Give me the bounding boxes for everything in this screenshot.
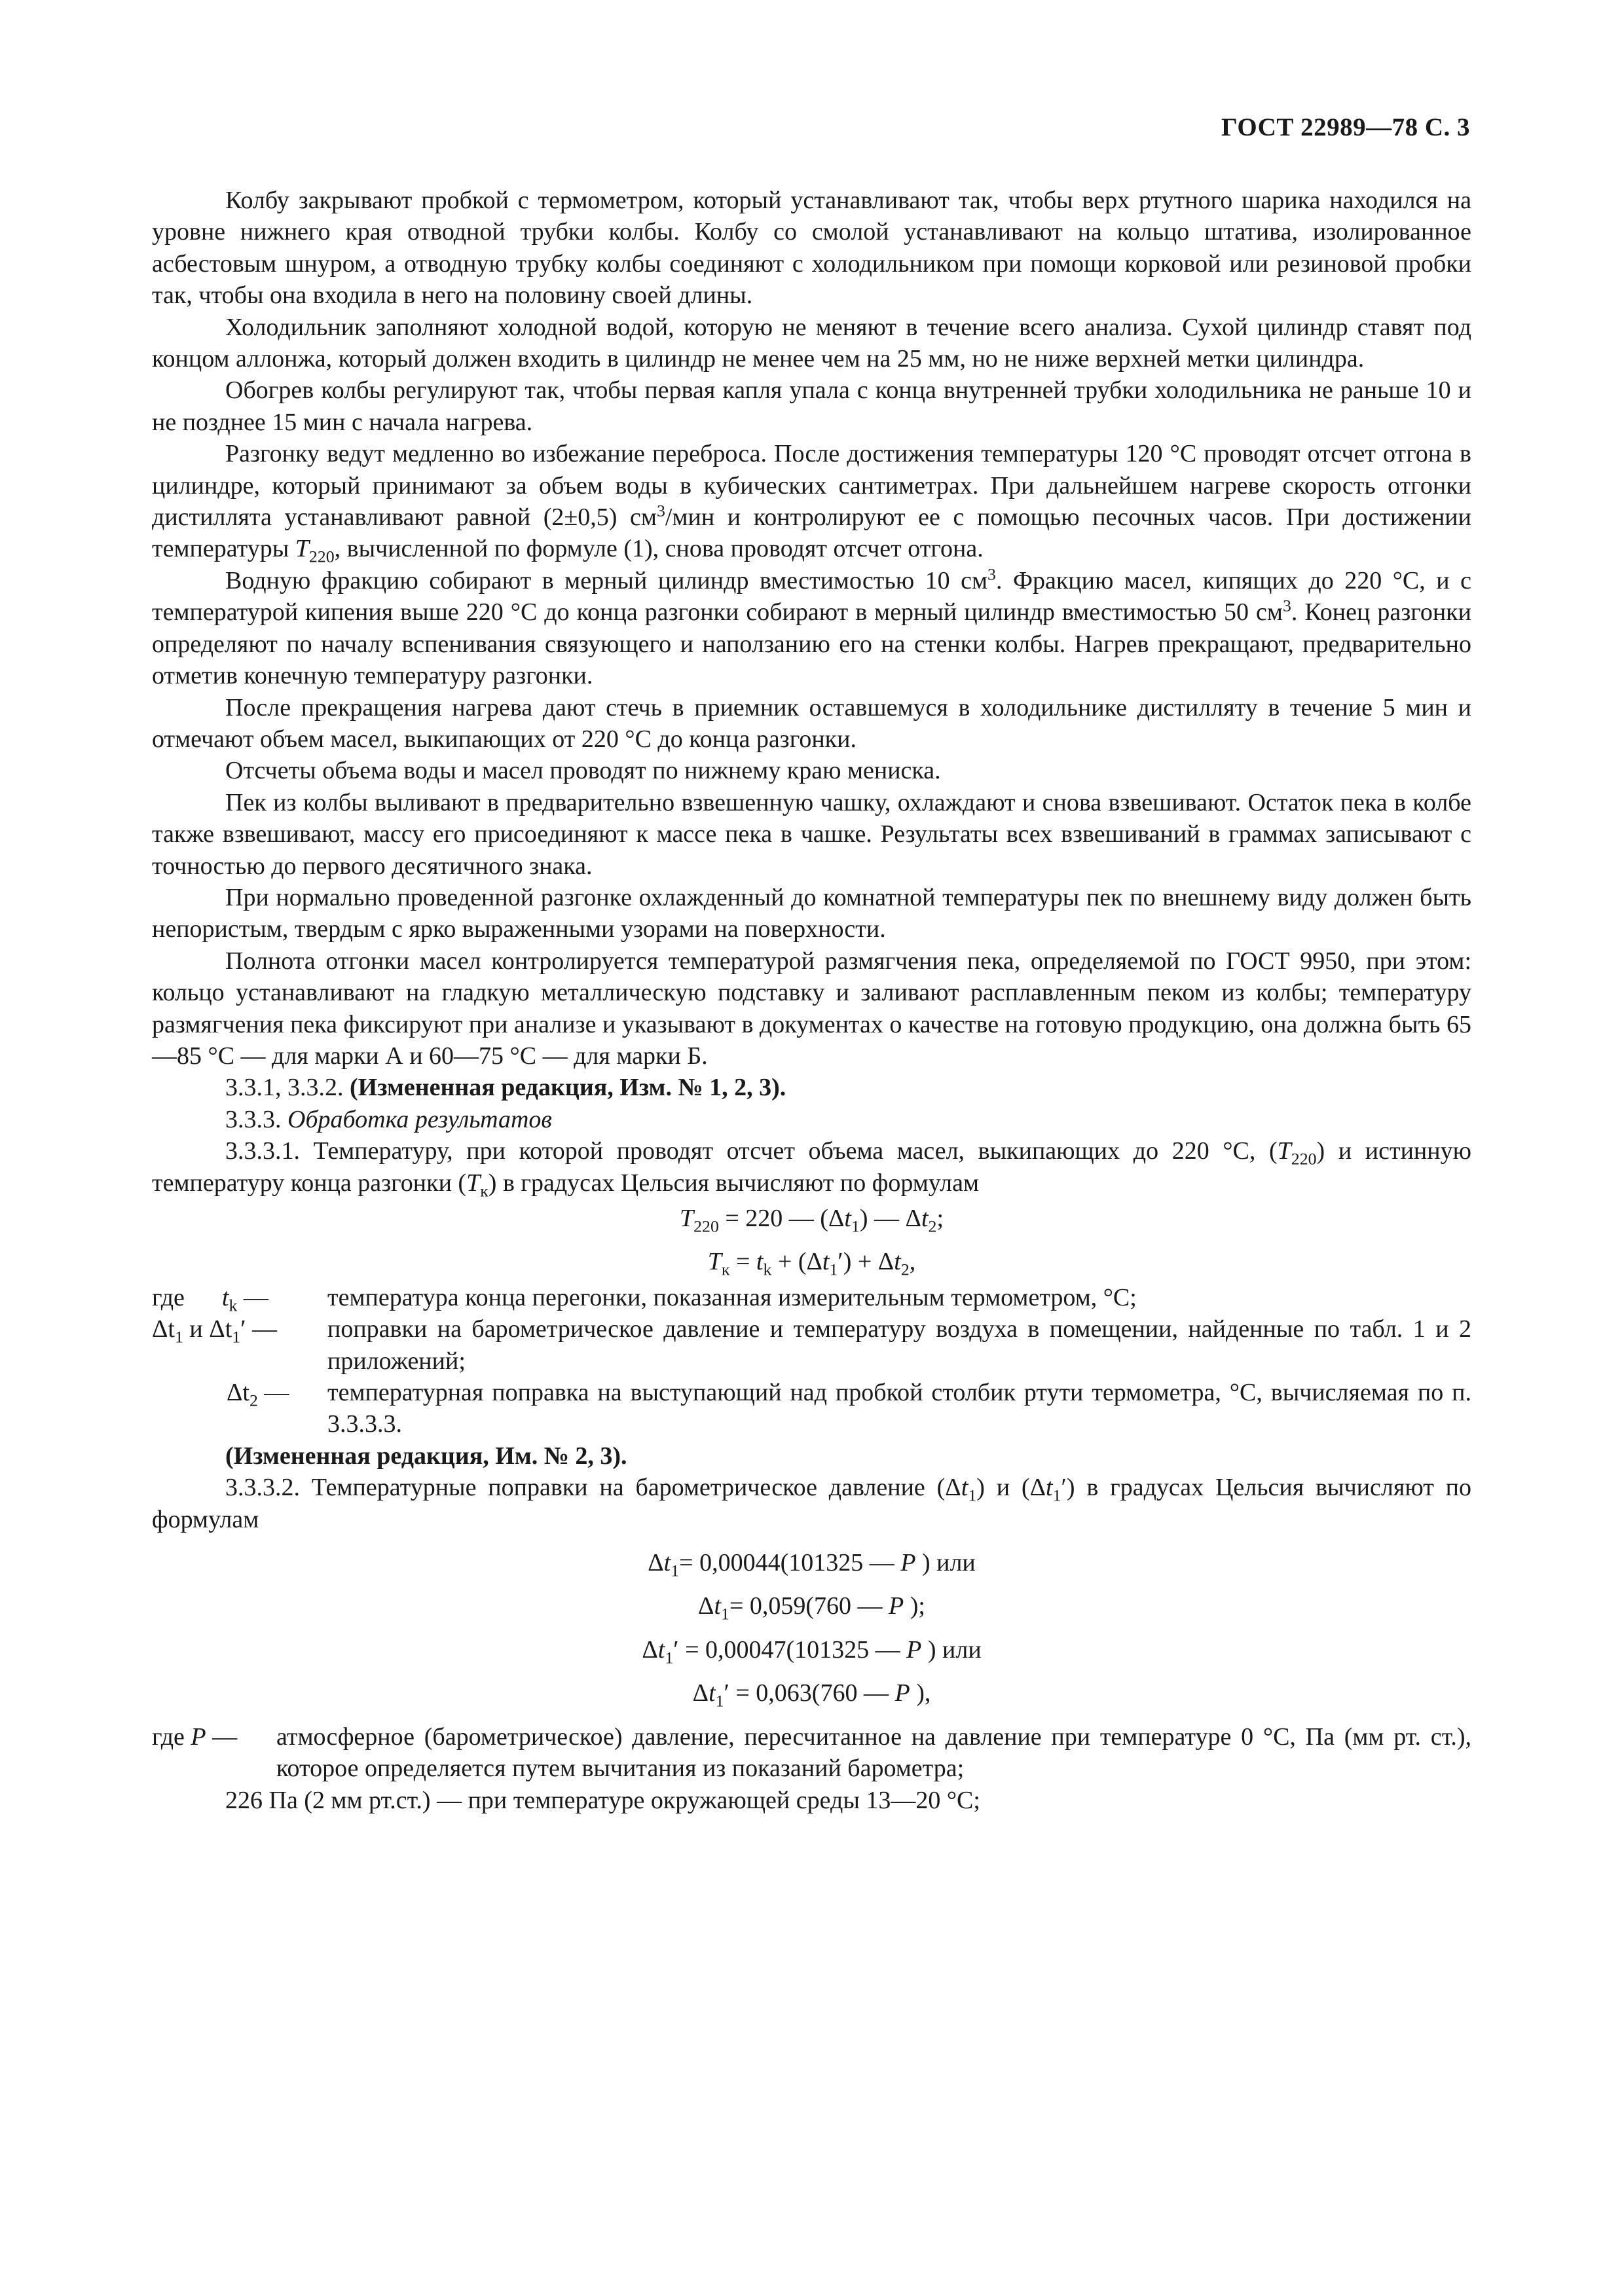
page-header: ГОСТ 22989—78 С. 3 (1221, 113, 1470, 141)
formula-block (152, 1547, 1471, 1709)
paragraph-3331: 3.3.3.1. Температуру, при которой проводят отсчет объема масел, выкипающих до 220 °С, $(T_{220})$ и истинную температуру конца разгонки $(T_к)$ в градусах Цельсия вычисляют по формулам (152, 1137, 1471, 1201)
formula-dt1-pa: $\Delta t_1= 0,00044(101325$ — P ) или (648, 1549, 976, 1580)
amendment-note: 3.3.1, 3.3.2. (Измененная редакция, Изм. № 1, 2, 3). (225, 1074, 786, 1102)
formula-dt1-mm: $\Delta t_1= 0,059(760$ — P ); (698, 1592, 925, 1624)
paragraph-last: 226 Па (2 мм рт.ст.) — при температуре окружающей среды 13—20 °С; (225, 1786, 980, 1814)
amendment-note: (Измененная редакция, Им. № 2, 3). (225, 1442, 627, 1470)
formula-t220: $T_{220} = 220$ — $(\Delta t_1)$ — $\Delta t_2$; (679, 1205, 944, 1236)
formula-dt1prime-pa: $\Delta t_1' = 0,00047(101325$ — P ) или (642, 1635, 982, 1667)
paragraph: Пек из колбы выливают в предварительно взвешенную чашку, охлаждают и снова взвешивают. Остаток пека в колбе также взвешивают, массу его присоединяют к массе пека в чашке. Результаты всех взвешиваний в граммах записывают с точностью до первого десятичного знака. (152, 788, 1471, 880)
paragraph: После прекращения нагрева дают стечь в приемник оставшемуся в холодильнике дистилляту в течение 5 мин и отмечают объем масел, выкипающих от 220 °С до конца разгонки. (152, 693, 1471, 753)
paragraph: Полнота отгонки масел контролируется температурой размягчения пека, определяемой по ГОСТ 9950, при этом: кольцо устанавливают на гладкую металлическую подставку и заливают расплавленным пеком из колбы; температуру размягчения пека фиксируют при анализе и указывают в документах о качестве на готовую продукцию, она должна быть 65—85 °С — для марки А и 60—75 °С — для марки Б. (152, 947, 1471, 1070)
document-body (152, 185, 1471, 1816)
legend-row-dt2: $\Delta t_2$ — температурная поправка на выступающий над пробкой столбик ртути термометра, °С, вычисляемая по п. 3.3.3.3. (227, 1379, 1471, 1438)
paragraph: Отсчеты объема воды и масел проводят по нижнему краю мениска. (225, 757, 941, 785)
section-heading: 3.3.3. Обработка результатов (225, 1105, 552, 1133)
legend-row-p: где P — атмосферное (барометрическое) давление, пересчитанное на давление при температуре 0 °С, Па (мм рт. ст.), которое определяется путем вычитания из показаний барометра; (152, 1722, 1471, 1783)
legend-row-tk: где $t_k$ — температура конца перегонки, показанная измерительным термометром, °С; (152, 1283, 1137, 1315)
paragraph: Колбу закрывают пробкой с термометром, который устанавливают так, чтобы верх ртутного шарика находился на уровне нижнего края отводной трубки колбы. Колбу со смолой устанавливают на кольцо штатива, изолированное асбестовым шнуром, а отводную трубку колбы соединяют с холодильником при помощи корковой или резиновой пробки так, чтобы она входила в него на половину своей длины. (152, 187, 1471, 310)
paragraph: Обогрев колбы регулируют так, чтобы первая капля упала с конца внутренней трубки холодильника не раньше 10 и не позднее 15 мин с начала нагрева. (152, 376, 1471, 436)
paragraph-razgonka: Разгонку ведут медленно во избежание переброса. После достижения температуры 120 °С проводят отсчет отгона в цилиндре, который принимают за объем воды в кубических сантиметрах. При дальнейшем нагреве скорость отгонки дистиллята устанавливают равной (2±0,5) $см^3$/мин и контролируют ее с помощью песочных часов. При достижении температуры $T_{220}$, вычисленной по формуле (1), снова проводят отсчет отгона. (152, 440, 1471, 567)
paragraph-3332: 3.3.3.2. Температурные поправки на барометрическое давление $(\Delta t_1)$ и $(\Delta t_1')$ в градусах Цельсия вычисляют по формулам (152, 1474, 1472, 1533)
formula-dt1prime-mm: $\Delta t_1' = 0,063(760$ — P ), (692, 1679, 931, 1711)
paragraph: Холодильник заполняют холодной водой, которую не меняют в течение всего анализа. Сухой цилиндр ставят под концом аллонжа, который должен входить в цилиндр не менее чем на 25 мм, но не ниже верхней метки цилиндра. (152, 313, 1471, 373)
paragraph-water-fraction: Водную фракцию собирают в мерный цилиндр вместимостью 10 $см^3$. Фракцию масел, кипящих до 220 °С, и с температурой кипения выше 220 °С до конца разгонки собирают в мерный цилиндр вместимостью 50 $см^3$. Конец разгонки определяют по началу вспенивания связующего и наползанию его на стенки колбы. Нагрев прекращают, предварительно отметив конечную температуру разгонки. (152, 564, 1471, 690)
paragraph: При нормально проведенной разгонке охлажденный до комнатной температуры пек по внешнему виду должен быть непористым, твердым с ярко выраженными узорами на поверхности. (152, 883, 1471, 943)
formula-tk: $T_к = t_k + (\Delta t_1') + \Delta t_2$, (707, 1248, 916, 1279)
legend-row-dt1: $\Delta t_1$ и $\Delta t_1'$ — поправки на барометрическое давление и температуру воздуха в помещении, найденные по табл. 1 и 2 приложений; (152, 1315, 1471, 1375)
